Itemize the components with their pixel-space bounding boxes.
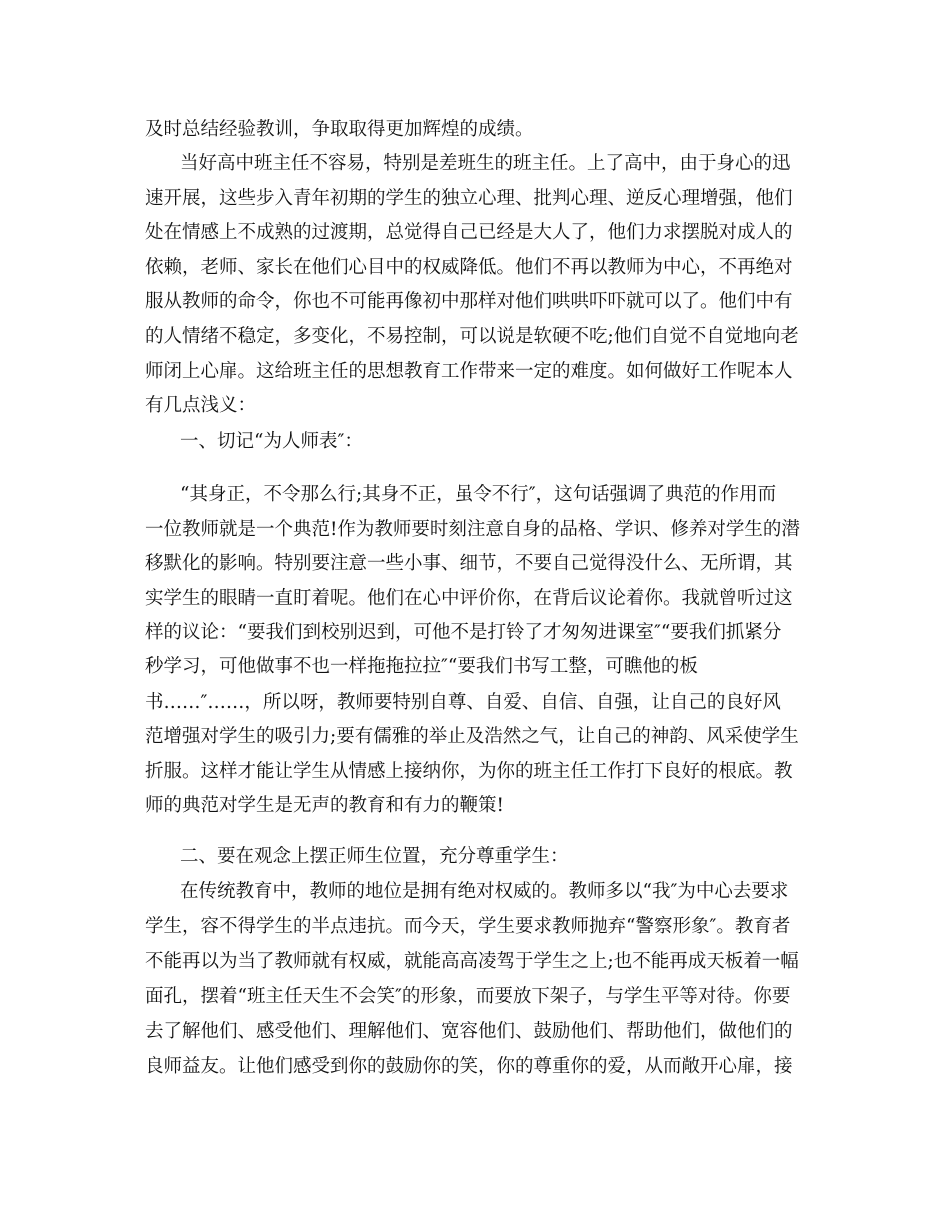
section-heading-2: 二、要在观念上摆正师生位置，充分尊重学生：	[180, 846, 569, 867]
text-line: 的人情绪不稳定，多变化，不易控制，可以说是软硬不吃;他们自觉不自觉地向老	[145, 326, 799, 347]
paragraph-first-line: 在传统教育中，教师的地位是拥有绝对权威的。教师多以“我″为中心去要求	[180, 881, 789, 902]
text-line: 师的典范对学生是无声的教育和有力的鞭策!	[145, 795, 504, 816]
section-heading-1: 一、切记“为人师表″：	[180, 431, 363, 452]
text-line: 不能再以为当了教师就有权威，就能高高凌驾于学生之上;也不能再成天板着一幅	[145, 951, 799, 972]
text-line: 书……″……，所以呀，教师要特别自尊、自爱、自信、自强，让自己的良好风	[145, 692, 781, 713]
text-line: 及时总结经验教训，争取取得更加辉煌的成绩。	[145, 119, 534, 140]
paragraph-first-line: “其身正，不令那么行;其身不正，虽令不行″，这句话强调了典范的作用而	[180, 484, 777, 505]
paragraph-first-line: 当好高中班主任不容易，特别是差班生的班主任。上了高中，由于身心的迅	[180, 153, 791, 174]
text-line: 有几点浅义：	[145, 395, 257, 416]
text-line: 良师益友。让他们感受到你的鼓励你的笑，你的尊重你的爱，从而敞开心扉，接	[145, 1056, 793, 1077]
text-line: 样的议论：“要我们到校别迟到，可他不是打铃了才匆匆进课室″“要我们抓紧分	[145, 622, 782, 643]
text-line: 去了解他们、感受他们、理解他们、宽容他们、鼓励他们、帮助他们，做他们的	[145, 1021, 793, 1042]
text-line: 一位教师就是一个典范!作为教师要时刻注意自身的品格、学识、修养对学生的潜	[145, 519, 800, 540]
text-line: 依赖，老师、家长在他们心目中的权威降低。他们不再以教师为中心，不再绝对	[145, 257, 793, 278]
text-line: 秒学习，可他做事不也一样拖拖拉拉″“要我们书写工整，可瞧他的板	[145, 656, 698, 677]
text-line: 面孔，摆着“班主任天生不会笑″的形象，而要放下架子，与学生平等对待。你要	[145, 986, 791, 1007]
text-line: 范增强对学生的吸引力;要有儒雅的举止及浩然之气，让自己的神韵、风采使学生	[145, 726, 799, 747]
text-line: 师闭上心扉。这给班主任的思想教育工作带来一定的难度。如何做好工作呢本人	[145, 361, 793, 382]
text-line: 实学生的眼睛一直盯着呢。他们在心中评价你，在背后议论着你。我就曾听过这	[145, 588, 793, 609]
text-line: 服从教师的命令，你也不可能再像初中那样对他们哄哄吓吓就可以了。他们中有	[145, 291, 793, 312]
text-line: 处在情感上不成熟的过渡期，总觉得自己已经是大人了，他们力求摆脱对成人的	[145, 222, 793, 243]
text-line: 学生，容不得学生的半点违抗。而今天，学生要求教师抛弃“警察形象″。教育者	[145, 916, 791, 937]
text-line: 速开展，这些步入青年初期的学生的独立心理、批判心理、逆反心理增强，他们	[145, 188, 793, 209]
text-line: 移默化的影响。特别要注意一些小事、细节，不要自己觉得没什么、无所谓，其	[145, 553, 793, 574]
text-line: 折服。这样才能让学生从情感上接纳你，为你的班主任工作打下良好的根底。教	[145, 761, 793, 782]
